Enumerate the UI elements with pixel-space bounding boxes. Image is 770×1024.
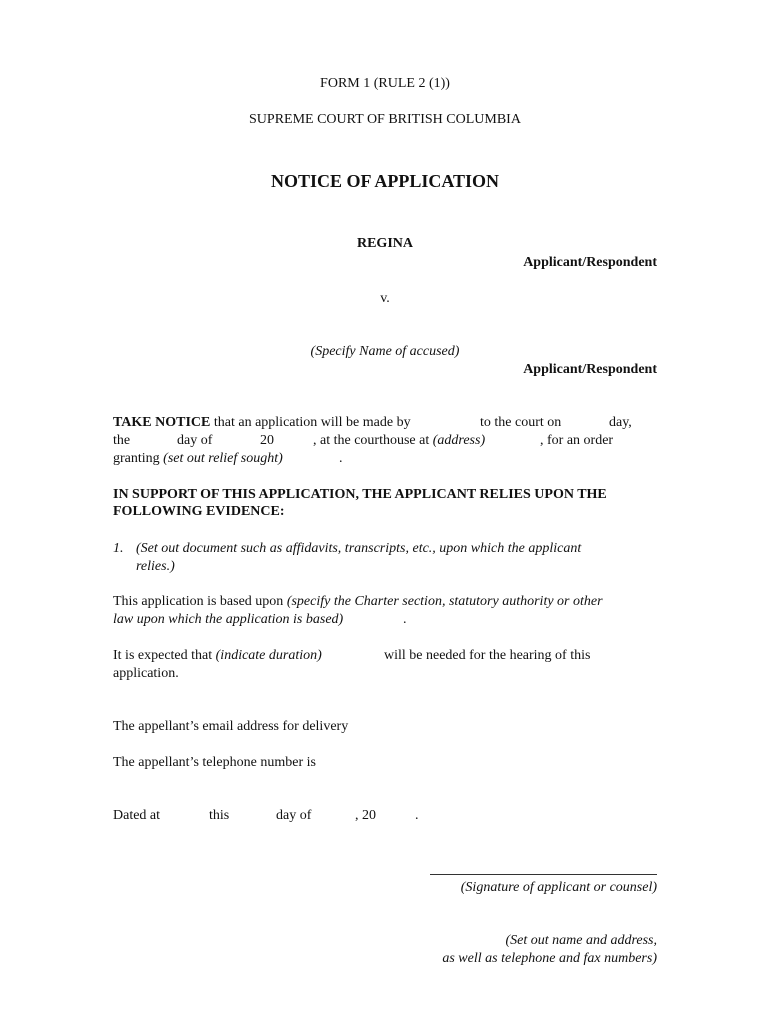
signature-caption: (Signature of applicant or counsel): [460, 880, 657, 895]
page-title: NOTICE OF APPLICATION: [270, 171, 500, 191]
notice-courthouse: [313, 432, 485, 450]
telephone-line: The appellant’s telephone number is: [113, 755, 316, 770]
dated-day-of: day of: [276, 808, 312, 823]
evidence-item-line-2: relies.): [136, 559, 175, 574]
basis-placeholder-1: (specify the Charter section, statutory authority or other: [286, 594, 603, 609]
take-notice-label: TAKE NOTICE: [113, 415, 211, 430]
notice-day: day,: [609, 415, 632, 430]
notice-text: that an application will be made by: [210, 415, 411, 430]
duration-placeholder: (indicate duration): [215, 648, 322, 663]
court-name: SUPREME COURT OF BRITISH COLUMBIA: [249, 112, 521, 127]
form-rule-label: FORM 1 (RULE 2 (1)): [320, 76, 450, 91]
duration-line-2: application.: [113, 666, 179, 681]
name-address-line-2: as well as telephone and fax numbers): [442, 951, 657, 966]
notice-court-on: to the court on: [480, 415, 562, 430]
basis-placeholder-2: law upon which the application is based): [113, 612, 344, 627]
address-placeholder: (address): [432, 433, 486, 448]
evidence-heading-2: FOLLOWING EVIDENCE:: [113, 504, 285, 519]
notice-granting: [113, 450, 283, 468]
basis-text: This application is based upon: [113, 594, 287, 609]
accused-name-placeholder: (Specify Name of accused): [310, 344, 460, 359]
name-address-line-1: (Set out name and address,: [505, 933, 657, 948]
email-address-line: The appellant’s email address for delivery: [113, 719, 349, 734]
evidence-item-number: 1.: [113, 541, 124, 556]
versus-label: v.: [380, 291, 390, 306]
duration-after: will be needed for the hearing of this: [384, 648, 591, 663]
party-role-1: Applicant/Respondent: [523, 255, 657, 270]
notice-year: 20: [260, 433, 274, 448]
notice-line-1: [113, 414, 411, 432]
signature-line: [430, 874, 657, 875]
party-role-2: Applicant/Respondent: [523, 362, 657, 377]
duration-text: It is expected that: [113, 648, 216, 663]
crown-party: REGINA: [356, 236, 413, 251]
dated-this: this: [209, 808, 230, 823]
dated-end: .: [415, 808, 419, 823]
notice-day-of: day of: [177, 433, 213, 448]
evidence-item-line-1: (Set out document such as affidavits, transcripts, etc., upon which the applicant: [136, 541, 582, 556]
relief-placeholder: (set out relief sought): [163, 451, 283, 466]
basis-end: .: [403, 612, 407, 627]
notice-end: .: [339, 451, 343, 466]
courthouse-text: , at the courthouse at: [313, 433, 430, 448]
dated-year: , 20: [355, 808, 376, 823]
dated-at: Dated at: [113, 808, 161, 823]
granting-text: granting: [113, 451, 160, 466]
notice-for-order: , for an order: [540, 433, 614, 448]
notice-the: the: [113, 433, 131, 448]
basis-line-1: [113, 593, 603, 611]
duration-line-1: [113, 647, 322, 665]
evidence-heading-1: IN SUPPORT OF THIS APPLICATION, THE APPLICANT RELIES UPON THE: [113, 487, 607, 502]
